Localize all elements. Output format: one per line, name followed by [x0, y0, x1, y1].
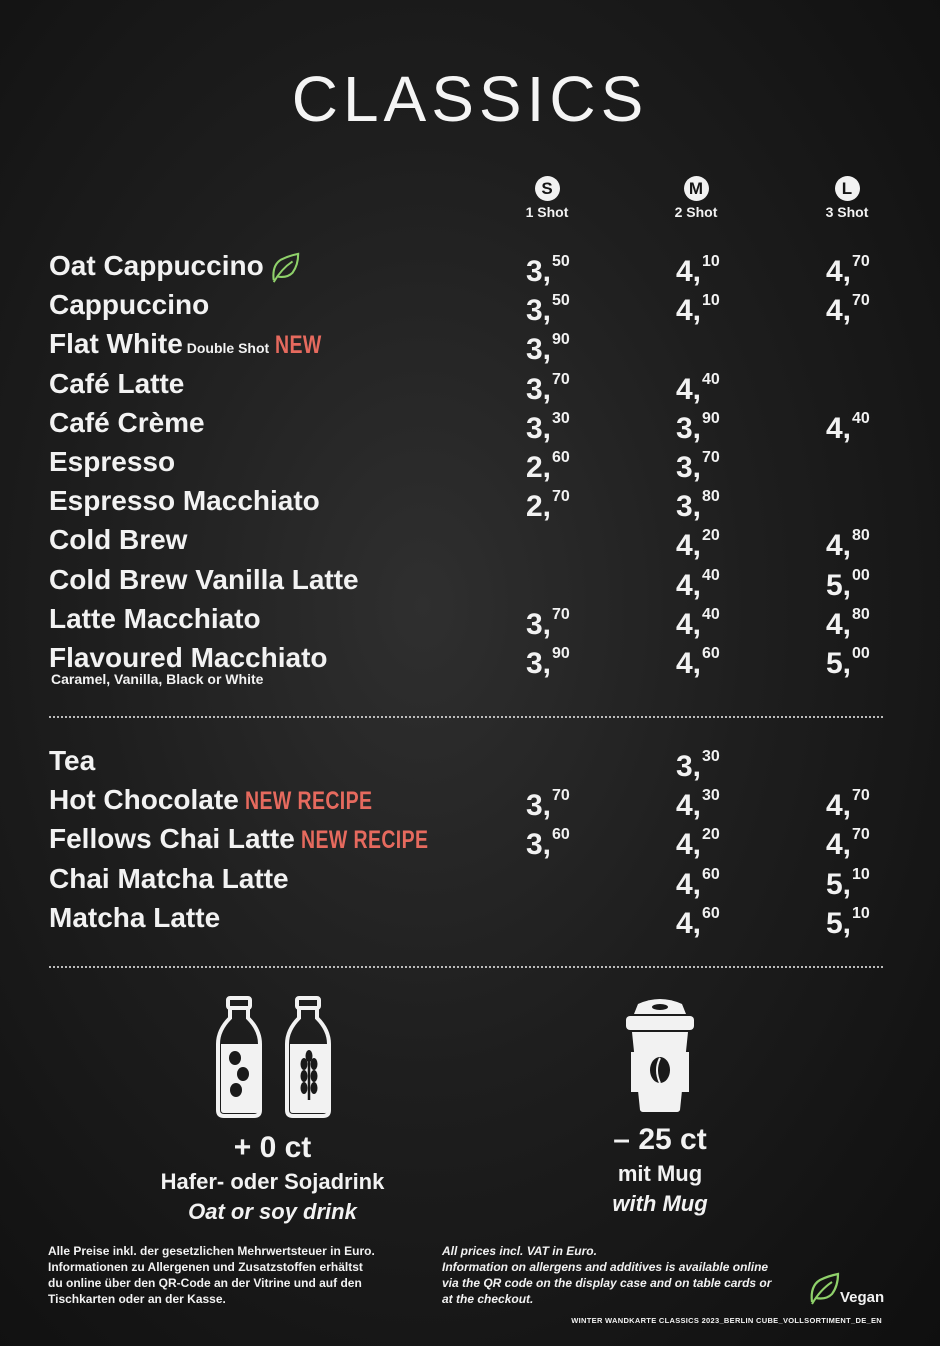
item-subtitle: Caramel, Vanilla, Black or White	[51, 671, 264, 687]
price-s	[526, 327, 570, 367]
price-cent: 40	[852, 409, 870, 427]
price-euro: 5,	[826, 568, 852, 602]
menu-item	[0, 901, 940, 941]
menu-item	[0, 288, 940, 328]
price-euro: 4,	[826, 607, 852, 641]
price-euro: 4,	[826, 529, 852, 563]
price-cent: 70	[852, 292, 870, 310]
menu-item	[0, 327, 940, 367]
menu-item	[0, 783, 940, 823]
price-m	[676, 822, 720, 862]
price-m	[676, 445, 720, 485]
price-s	[526, 367, 570, 407]
price-s	[526, 602, 570, 642]
price-m	[676, 783, 720, 823]
menu-item	[0, 406, 940, 446]
price-cent: 60	[552, 449, 570, 466]
price-cent: 90	[552, 331, 570, 349]
item-name	[49, 327, 335, 365]
menu-code: WINTER WANDKARTE CLASSICS 2023_BERLIN CUBE_VOLLSORTIMENT_DE_EN	[571, 1316, 882, 1325]
price-euro: 4,	[676, 828, 702, 862]
item-name	[49, 367, 184, 401]
price-l	[826, 249, 870, 289]
price-l	[826, 288, 870, 328]
item-name-text: Tea	[49, 745, 96, 776]
price-cent: 70	[852, 826, 870, 844]
price-m	[676, 406, 720, 446]
coffee-cup-icon	[620, 998, 700, 1112]
mug-label-de: mit Mug	[617, 1161, 703, 1186]
item-name-text: Flavoured Macchiato	[49, 642, 328, 673]
item-name-text: Espresso	[49, 446, 176, 477]
new-badge: NEW RECIPE	[300, 826, 429, 855]
price-cent: 70	[552, 370, 570, 388]
price-cent: 70	[852, 253, 870, 270]
menu-item	[0, 445, 940, 485]
item-name	[49, 406, 205, 440]
price-m	[676, 249, 720, 289]
price-cent: 80	[852, 527, 870, 545]
divider	[49, 716, 883, 718]
price-euro: 4,	[676, 294, 702, 328]
price-m	[676, 367, 720, 407]
vegan-label: Vegan	[840, 1289, 885, 1306]
milk-label-en: Oat or soy drink	[188, 1199, 357, 1224]
menu-item	[0, 862, 940, 902]
price-euro: 3,	[526, 333, 552, 367]
item-name-text: Café Crème	[49, 406, 205, 438]
milk-price: + 0 ct	[233, 1131, 312, 1164]
footer-line: Informationen zu Allergenen und Zusatzstoffen erhältst	[48, 1260, 363, 1274]
price-cent: 10	[702, 292, 720, 310]
price-l	[826, 523, 870, 563]
price-euro: 3,	[676, 411, 702, 445]
price-s	[526, 406, 570, 446]
size-shot: 3 Shot	[825, 204, 869, 220]
price-euro: 3,	[526, 372, 552, 406]
price-cent: 70	[702, 449, 720, 466]
price-m	[676, 641, 720, 681]
price-m	[676, 288, 720, 328]
price-euro: 4,	[826, 411, 852, 445]
footer-line: Information on allergens and additives is available online	[442, 1260, 769, 1274]
footer-line: du online über den QR-Code an der Vitrine und auf den	[48, 1276, 362, 1290]
item-name	[49, 744, 95, 778]
leaf-icon	[806, 1272, 842, 1306]
price-cent: 80	[852, 605, 870, 623]
price-euro: 4,	[826, 255, 852, 288]
price-euro: 3,	[676, 750, 702, 783]
price-cent: 80	[702, 488, 720, 506]
price-cent: 10	[702, 253, 720, 270]
price-l	[826, 641, 870, 681]
size-shot: 2 Shot	[674, 204, 718, 220]
item-name-text: Chai Matcha Latte	[49, 862, 289, 894]
item-name-text: Cold Brew	[49, 524, 188, 556]
price-cent: 60	[552, 826, 570, 844]
item-name	[49, 822, 464, 857]
menu-item	[0, 744, 940, 784]
price-euro: 3,	[526, 411, 552, 445]
price-euro: 4,	[676, 607, 702, 641]
footer-line: via the QR code on the display case and on table cards or	[442, 1276, 772, 1290]
item-name	[49, 249, 302, 284]
milk-label-de: Hafer- oder Sojadrink	[160, 1169, 385, 1194]
price-euro: 4,	[676, 647, 702, 680]
price-l	[826, 563, 870, 603]
price-cent: 10	[852, 865, 870, 883]
price-m	[676, 602, 720, 642]
item-name	[49, 523, 187, 557]
menu-item	[0, 484, 940, 524]
item-name	[49, 862, 289, 896]
price-cent: 70	[852, 787, 870, 805]
page-title: CLASSICS	[291, 63, 649, 135]
price-cent: 40	[702, 370, 720, 388]
price-cent: 70	[552, 787, 570, 805]
item-name-text: Matcha Latte	[49, 901, 221, 933]
menu-item	[0, 822, 940, 862]
size-letter: L	[835, 176, 860, 201]
size-letter: S	[535, 176, 560, 201]
price-s	[526, 445, 570, 485]
price-euro: 3,	[526, 607, 552, 641]
price-cent: 90	[702, 409, 720, 427]
price-euro: 3,	[526, 789, 552, 823]
item-name	[49, 783, 408, 818]
price-cent: 10	[852, 904, 870, 922]
price-euro: 2,	[526, 451, 552, 484]
menu-item	[0, 641, 940, 687]
price-euro: 4,	[826, 828, 852, 862]
price-euro: 4,	[676, 906, 702, 940]
mug-promo	[560, 998, 760, 1217]
price-cent: 60	[702, 645, 720, 662]
footer-en	[442, 1243, 771, 1307]
menu-item	[0, 563, 940, 603]
price-euro: 4,	[676, 789, 702, 823]
price-cent: 70	[552, 488, 570, 506]
price-cent: 60	[702, 865, 720, 883]
footer-line: at the checkout.	[442, 1292, 534, 1306]
price-cent: 60	[702, 904, 720, 922]
price-cent: 30	[702, 748, 720, 765]
price-euro: 3,	[526, 255, 552, 288]
milk-bottles-icon	[213, 996, 333, 1120]
size-letter: M	[684, 176, 709, 201]
price-s	[526, 641, 570, 681]
price-l	[826, 602, 870, 642]
price-euro: 4,	[676, 529, 702, 563]
new-badge: NEW RECIPE	[244, 787, 373, 816]
price-cent: 30	[702, 787, 720, 805]
price-euro: 5,	[826, 906, 852, 940]
price-m	[676, 862, 720, 902]
price-euro: 4,	[676, 372, 702, 406]
price-euro: 4,	[826, 294, 852, 328]
price-euro: 2,	[526, 490, 552, 524]
size-shot: 1 Shot	[525, 204, 569, 220]
price-euro: 4,	[676, 255, 702, 288]
size-header-m	[656, 176, 736, 220]
price-l	[826, 901, 870, 941]
size-header-s	[507, 176, 587, 220]
divider	[49, 966, 883, 968]
item-name	[49, 602, 261, 636]
price-cent: 40	[702, 605, 720, 623]
price-cent: 90	[552, 645, 570, 662]
price-l	[826, 822, 870, 862]
new-badge: NEW	[275, 331, 322, 360]
price-cent: 00	[852, 566, 870, 584]
price-euro: 3,	[676, 451, 702, 484]
price-s	[526, 288, 570, 328]
footer-de	[48, 1243, 375, 1307]
item-name-text: Oat Cappuccino	[49, 250, 264, 281]
item-name-text: Café Latte	[49, 367, 185, 399]
price-euro: 4,	[826, 789, 852, 823]
price-m	[676, 901, 720, 941]
item-name-text: Flat White	[49, 328, 183, 360]
item-name-text: Cold Brew Vanilla Latte	[49, 563, 359, 595]
price-m	[676, 523, 720, 563]
price-l	[826, 783, 870, 823]
item-name-text: Latte Macchiato	[49, 602, 261, 634]
price-euro: 3,	[526, 647, 552, 680]
price-m	[676, 744, 720, 784]
price-euro: 4,	[676, 568, 702, 602]
price-euro: 3,	[526, 294, 552, 328]
price-euro: 5,	[826, 867, 852, 901]
menu-item	[0, 602, 940, 642]
menu-item	[0, 367, 940, 407]
price-cent: 20	[702, 826, 720, 844]
mug-price: – 25 ct	[613, 1123, 707, 1156]
item-name	[49, 445, 175, 479]
mug-label-en: with Mug	[612, 1191, 708, 1216]
vegan-legend	[806, 1272, 885, 1311]
item-note: Double Shot	[186, 340, 270, 357]
footer-line: Tischkarten oder an der Kasse.	[48, 1292, 226, 1306]
price-cent: 70	[552, 605, 570, 623]
price-m	[676, 484, 720, 524]
price-s	[526, 822, 570, 862]
footer-line: Alle Preise inkl. der gesetzlichen Mehrwertsteuer in Euro.	[48, 1244, 375, 1258]
footer-line: All prices incl. VAT in Euro.	[442, 1244, 597, 1258]
price-cent: 50	[552, 253, 570, 270]
price-cent: 00	[852, 645, 870, 662]
size-header-l	[807, 176, 887, 220]
item-name-text: Espresso Macchiato	[49, 485, 320, 517]
item-name-text: Hot Chocolate	[49, 784, 239, 816]
item-name-text: Cappuccino	[49, 289, 210, 321]
price-euro: 5,	[826, 647, 852, 680]
price-cent: 20	[702, 527, 720, 545]
item-name	[49, 641, 328, 675]
price-s	[526, 249, 570, 289]
item-name	[49, 484, 320, 518]
item-name-text: Fellows Chai Latte	[49, 823, 295, 855]
price-cent: 50	[552, 292, 570, 310]
price-euro: 4,	[676, 867, 702, 901]
item-name	[49, 901, 220, 935]
price-m	[676, 563, 720, 603]
vegan-leaf-icon	[268, 252, 302, 284]
menu-item	[0, 523, 940, 563]
menu-item	[0, 249, 940, 289]
price-s	[526, 484, 570, 524]
price-euro: 3,	[526, 828, 552, 862]
price-cent: 40	[702, 566, 720, 584]
milk-promo	[140, 996, 405, 1225]
item-name	[49, 288, 209, 322]
price-euro: 3,	[676, 490, 702, 524]
price-l	[826, 862, 870, 902]
item-name	[49, 563, 359, 597]
price-cent: 30	[552, 409, 570, 427]
price-l	[826, 406, 870, 446]
price-s	[526, 783, 570, 823]
